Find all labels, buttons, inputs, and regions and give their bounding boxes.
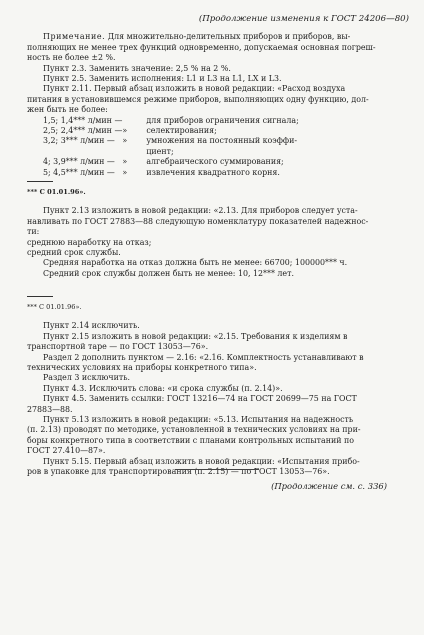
table-cell: » (122, 136, 128, 146)
table-cell (43, 147, 122, 157)
paragraph-5-15: Пункт 5.15. Первый абзац изложить в новой редакции: «Испытания прибо- (43, 456, 360, 466)
end-rule (175, 469, 259, 470)
note-line: полняющих не менее трех функций одновременно, допускаемая основная погреш- (27, 42, 376, 52)
paragraph-4-5: Пункт 4.5. Заменить ссылки: ГОСТ 13216—74 на ГОСТ 20699—75 на ГОСТ (43, 394, 357, 404)
footnote-rule (27, 296, 53, 297)
table-cell: алгебраического суммирования; (146, 157, 284, 167)
paragraph-2-13: Средняя наработка на отказ должна быть не менее: 66700; 100000*** ч. (43, 258, 348, 268)
paragraph-2-5: Пункт 2.5. Заменить исполнения: L1 и L3 на L1, LX и L3. (43, 73, 282, 83)
section-2: технических условиях на приборы конкретного типа». (27, 363, 257, 373)
paragraph-2-11: жен быть не более: (27, 105, 108, 115)
paragraph-5-13: ГОСТ 27.410—87». (27, 446, 106, 456)
table-cell: извлечения квадратного корня. (146, 167, 280, 177)
note-text: Для множительно-делительных приборов и приборов, вы- (105, 32, 351, 42)
paragraph-2-13: Пункт 2.13 изложить в новой редакции: «2.13. Для приборов следует уста- (43, 206, 358, 216)
continuation-header: (Продолжение изменения к ГОСТ 24206—80) (198, 14, 409, 24)
table-cell: для приборов ограничения сигнала; (146, 115, 299, 125)
air-consumption-table (43, 116, 299, 178)
table-cell: 4; 3,9*** л/мин — (43, 157, 115, 167)
table-cell: 3,2; 3*** л/мин — (43, 136, 115, 146)
table-cell (122, 147, 146, 157)
table-cell: » (122, 167, 128, 177)
footnote: *** С 01.01.96». (27, 187, 86, 196)
note-label: Примечание. (43, 32, 106, 42)
table-row (43, 116, 299, 126)
paragraph-5-13: (п. 2.13) проводят по методике, установленной в технических условиях на при- (27, 425, 361, 435)
paragraph-2-13: ти: (27, 227, 40, 237)
table-row (43, 136, 299, 146)
table-row (43, 168, 299, 178)
paragraph-2-15: транспортной таре — по ГОСТ 13053—76». (27, 342, 209, 352)
footnote-rule (27, 181, 53, 182)
table-cell: » (122, 125, 128, 135)
table-cell: 2,5; 2,4*** л/мин — (43, 125, 123, 135)
table-cell: циент; (146, 146, 174, 156)
list-item: среднюю наработку на отказ; (27, 237, 152, 247)
footnote: *** С 01.01.96». (27, 303, 82, 312)
document-body (27, 14, 409, 492)
paragraph-2-14: Пункт 2.14 исключить. (43, 321, 140, 331)
section-2: Раздел 2 дополнить пунктом — 2.16: «2.16. Комплектность устанавливают в (43, 352, 364, 362)
section-3: Раздел 3 исключить. (43, 373, 131, 383)
note-line: ность не более ±2 %. (27, 53, 116, 63)
table-row (43, 147, 299, 157)
table-row (43, 126, 299, 136)
table-cell: 1,5; 1,4*** л/мин — (43, 115, 123, 125)
table-cell: селектирования; (146, 125, 217, 135)
table-cell (122, 116, 146, 126)
paragraph-4-3: Пункт 4.3. Исключить слова: «и срока службы (п. 2.14)». (43, 383, 283, 393)
paragraph-2-11: Пункт 2.11. Первый абзац изложить в новой редакции: «Расход воздуха (43, 84, 346, 94)
table-cell: » (122, 157, 128, 167)
paragraph-5-13: Пункт 5.13 изложить в новой редакции: «5.13. Испытания на надежность (43, 415, 354, 424)
paragraph-5-13: боры конкретного типа в соответствии с планами контрольных испытаний по (27, 435, 355, 445)
continued-note: (Продолжение см. с. 336) (271, 481, 387, 492)
paragraph-2-15: Пункт 2.15 изложить в новой редакции: «2.15. Требования к изделиям в (43, 331, 348, 341)
paragraph-2-13: Средний срок службы должен быть не менее: 10, 12*** лет. (43, 268, 294, 278)
paragraph-2-13: навливать по ГОСТ 27883—88 следующую номенклатуру показателей надежнос- (27, 216, 369, 226)
paragraph-4-5: 27883—88. (27, 404, 73, 414)
table-cell: 5; 4,5*** л/мин — (43, 167, 115, 177)
paragraph-5-15: ров в упаковке для транспортирования (п. 2.15) — по ГОСТ 13053—76». (27, 466, 330, 476)
table-cell: умножения на постоянный коэффи- (146, 136, 298, 146)
note-line (27, 32, 387, 42)
paragraph-2-3: Пункт 2.3. Заменить значение: 2,5 % на 2 %. (43, 63, 231, 73)
paragraph-2-11: питания в установившемся режиме приборов, выполняющих одну функцию, дол- (27, 94, 369, 104)
table-row (43, 157, 299, 167)
list-item: средний срок службы. (27, 247, 121, 257)
